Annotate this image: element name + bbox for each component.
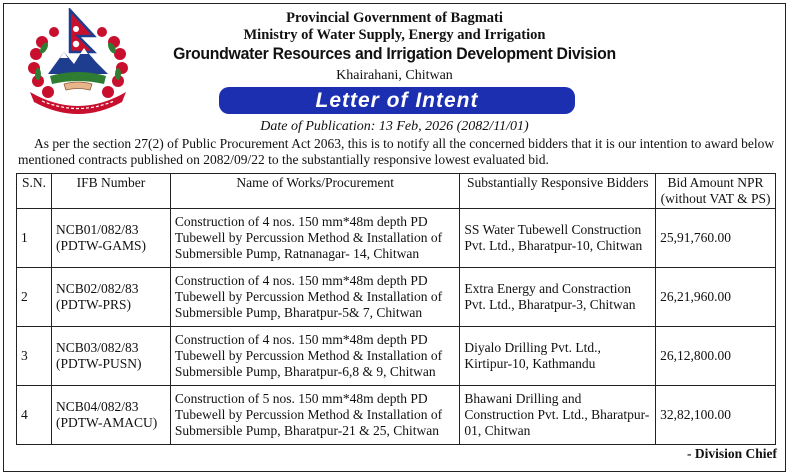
cell-ifb: NCB01/082/83 (PDTW-GAMS) (51, 209, 170, 268)
cell-work: Construction of 4 nos. 150 mm*48m depth PD Tubewell by Percussion Method & Installation of Submersible Pump, Ratnanagar- 14, Chitwan (170, 209, 460, 268)
contracts-table (16, 173, 776, 445)
government-name: Provincial Government of Bagmati (286, 10, 503, 26)
cell-work: Construction of 4 nos. 150 mm*48m depth PD Tubewell by Percussion Method & Installation of Submersible Pump, Bharatpur-5& 7, Chitwan (170, 268, 460, 327)
title-banner: Letter of Intent (219, 87, 575, 114)
ministry-name: Ministry of Water Supply, Energy and Irrigation (243, 27, 546, 43)
cell-bidder: Diyalo Drilling Pvt. Ltd., Kirtipur-10, Kathmandu (460, 327, 656, 386)
table-row (17, 268, 776, 327)
cell-work: Construction of 5 nos. 150 mm*48m depth PD Tubewell by Percussion Method & Installation of Submersible Pump, Bharatpur-21 & 25, Chitwan (170, 386, 460, 445)
column-header-sn: S.N. (17, 174, 52, 209)
column-header-works: Name of Works/Procurement (170, 174, 460, 209)
cell-ifb: NCB03/082/83 (PDTW-PUSN) (51, 327, 170, 386)
cell-amount: 25,91,760.00 (656, 209, 776, 268)
cell-ifb: NCB02/082/83 (PDTW-PRS) (51, 268, 170, 327)
column-header-ifb: IFB Number (51, 174, 170, 209)
column-header-bidders: Substantially Responsive Bidders (460, 174, 656, 209)
intro-paragraph: As per the section 27(2) of Public Procurement Act 2063, this is to notify all the concerned bidders that it is our intention to award below mentioned contracts published on 2082/09/22 to the substantially responsive lowest evaluated bid. (18, 136, 775, 167)
table-header-row (17, 174, 776, 209)
office-location: Khairahani, Chitwan (336, 68, 453, 83)
cell-amount: 32,82,100.00 (656, 386, 776, 445)
column-header-amount: Bid Amount NPR (without VAT & PS) (656, 174, 776, 209)
cell-ifb: NCB04/082/83 (PDTW-AMACU) (51, 386, 170, 445)
cell-bidder: SS Water Tubewell Construction Pvt. Ltd., Bharatpur-10, Chitwan (460, 209, 656, 268)
cell-bidder: Extra Energy and Constraction Pvt. Ltd., Bharatpur-3, Chitwan (460, 268, 656, 327)
cell-amount: 26,12,800.00 (656, 327, 776, 386)
cell-sn: 4 (17, 386, 52, 445)
publication-date: Date of Publication: 13 Feb, 2026 (2082/11/01) (260, 119, 529, 134)
cell-sn: 1 (17, 209, 52, 268)
cell-bidder: Bhawani Drilling and Construction Pvt. Ltd., Bharatpur-01, Chitwan (460, 386, 656, 445)
cell-sn: 2 (17, 268, 52, 327)
signoff: - Division Chief (686, 446, 777, 461)
table-row (17, 327, 776, 386)
cell-sn: 3 (17, 327, 52, 386)
cell-work: Construction of 4 nos. 150 mm*48m depth PD Tubewell by Percussion Method & Installation of Submersible Pump, Bharatpur-6,8 & 9, Chitwan (170, 327, 460, 386)
table-row (17, 386, 776, 445)
cell-amount: 26,21,960.00 (656, 268, 776, 327)
division-name: Groundwater Resources and Irrigation Development Division (173, 44, 616, 63)
table-row (17, 209, 776, 268)
